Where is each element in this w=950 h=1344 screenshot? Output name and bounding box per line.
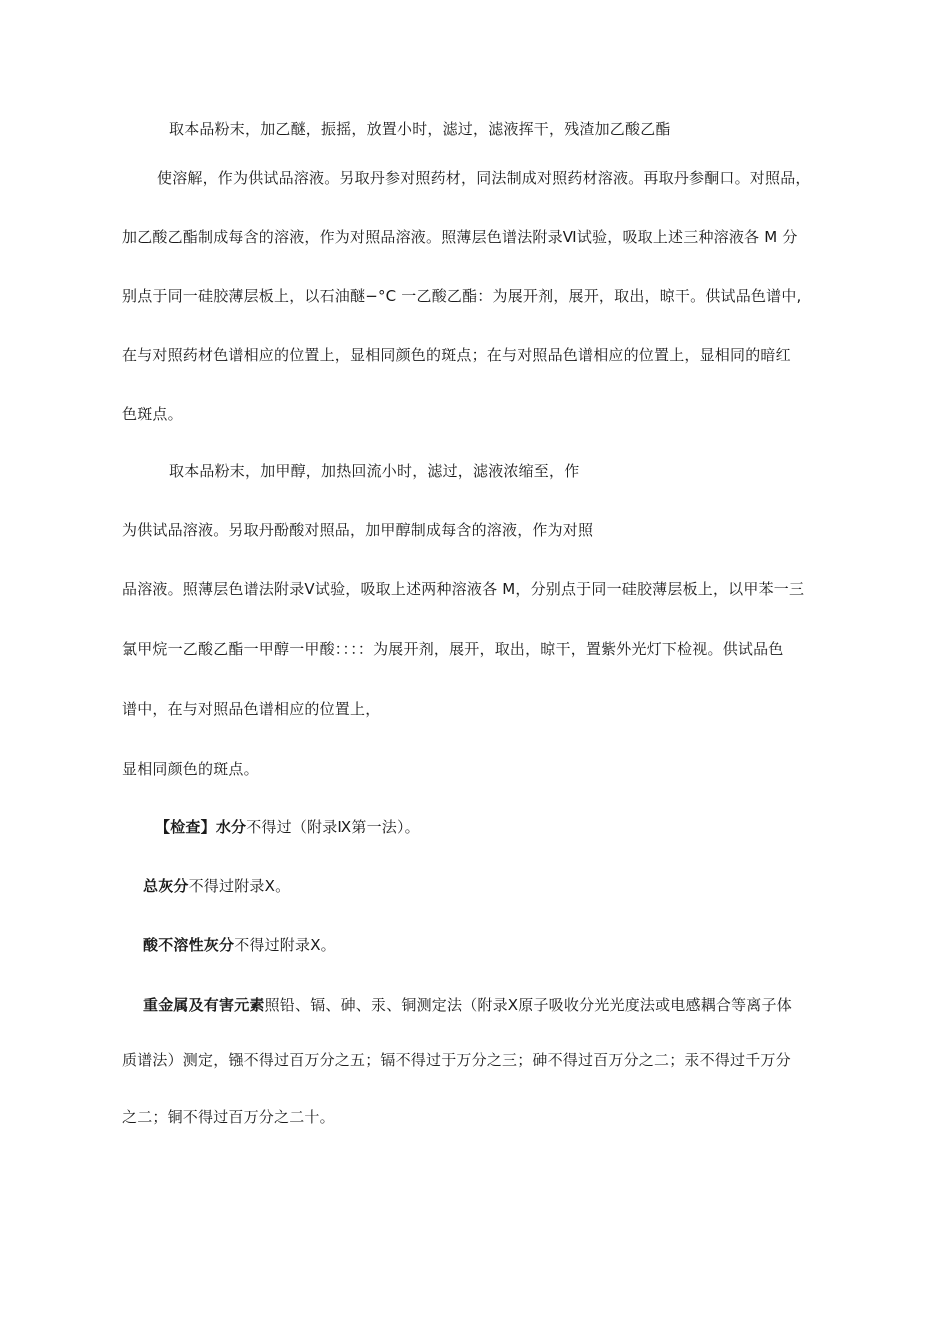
p2-line-1: 取本品粉末，加甲醇，加热回流小时，滤过，滤液浓缩至，作 xyxy=(169,462,580,480)
p1-line-4: 别点于同一硅胶薄层板上，以石油醚−°C 一乙酸乙酯：为展开剂，展开，取出，晾干。供试品色谱中, xyxy=(122,287,802,305)
check-water-line xyxy=(155,817,420,837)
p2-line-3: 品溶液。照薄层色谱法附录Ⅴ试验，吸取上述两种溶液各 M，分别点于同一硅胶薄层板上，以甲苯一三 xyxy=(122,580,805,598)
p1-line-1: 取本品粉末，加乙醚，振摇，放置小时，滤过，滤液挥干，残渣加乙酸乙酯 xyxy=(169,120,671,138)
p1-line-2: 使溶解，作为供试品溶液。另取丹参对照药材，同法制成对照药材溶液。再取丹参酮口。对照品， xyxy=(157,169,811,187)
water-label: 水分 xyxy=(215,818,247,836)
metals-line-2: 质谱法）测定，镪不得过百万分之五；镉不得过于万分之三；砷不得过百万分之二；汞不得过千万分 xyxy=(122,1051,791,1069)
p2-line-4: 氯甲烷一乙酸乙酯一甲醇一甲酸：：：：为展开剂，展开，取出，晾干，置紫外光灯下检视。供试品色 xyxy=(122,640,784,658)
metals-text-1: 照铅、镉、砷、汞、铜测定法（附录Ⅹ原子吸收分光光度法或电感耦合等离子体 xyxy=(264,996,792,1014)
acid-ash-label: 酸不溶性灰分 xyxy=(143,936,235,954)
metals-line-1 xyxy=(143,995,792,1015)
p2-line-2: 为供试品溶液。另取丹酚酸对照品，加甲醇制成每含的溶液，作为对照 xyxy=(122,521,594,539)
p2-line-5: 谱中，在与对照品色谱相应的位置上， xyxy=(122,700,381,718)
total-ash-line xyxy=(143,876,290,896)
p1-line-3: 加乙酸乙酯制成每含的溶液，作为对照品溶液。照薄层色谱法附录Ⅵ试验，吸取上述三种溶液各 M 分 xyxy=(122,228,798,246)
total-ash-text: 不得过附录Ⅹ。 xyxy=(188,877,291,895)
metals-label: 重金属及有害元素 xyxy=(143,996,265,1014)
metals-line-3: 之二；铜不得过百万分之二十。 xyxy=(122,1108,335,1126)
p1-line-5: 在与对照药材色谱相应的位置上，显相同颜色的斑点；在与对照品色谱相应的位置上，显相同的暗红 xyxy=(122,346,791,364)
acid-ash-line xyxy=(143,935,336,955)
acid-ash-text: 不得过附录Ⅹ。 xyxy=(234,936,336,954)
p2-line-6: 显相同颜色的斑点。 xyxy=(122,760,259,778)
check-heading: 【检查】 xyxy=(155,818,216,836)
total-ash-label: 总灰分 xyxy=(143,877,189,895)
water-text: 不得过（附录Ⅸ第一法）。 xyxy=(246,818,420,836)
p1-line-6: 色斑点。 xyxy=(122,405,183,423)
